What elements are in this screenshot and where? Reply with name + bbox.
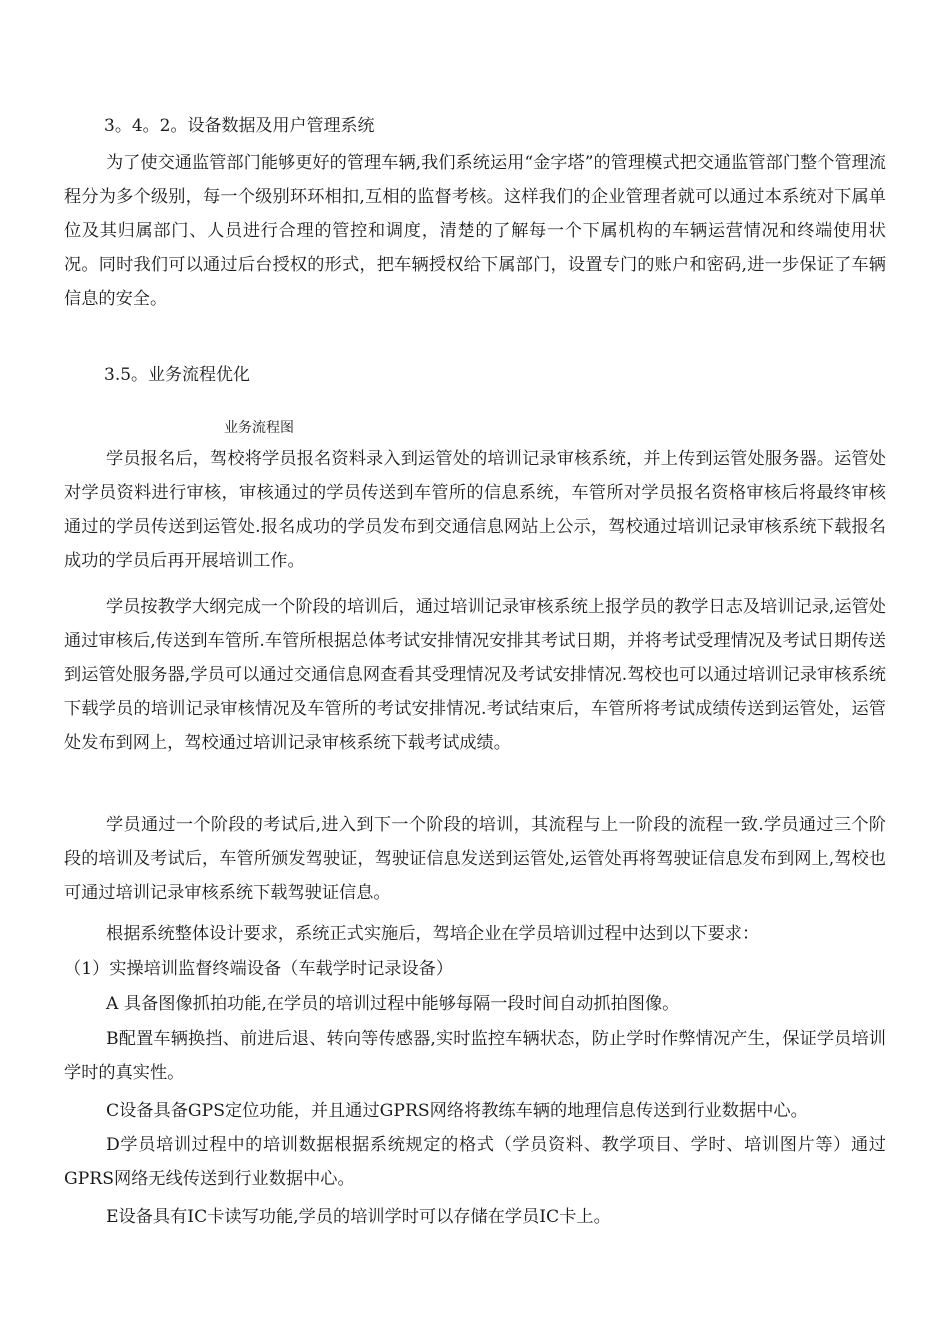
- paragraph-next-stage: 学员通过一个阶段的考试后,进入到下一个阶段的培训，其流程与上一阶段的流程一致.学员通过三个阶段的培训及考试后，车管所颁发驾驶证，驾驶证信息发送到运管处,运管处再将驾驶证信息发布到网上,驾校也可通过培训记录审核系统下载驾驶证信息。: [64, 815, 886, 903]
- list-item-d: D学员培训过程中的培训数据根据系统规定的格式（学员资料、教学项目、学时、培训图片等）通过GPRS网络无线传送到行业数据中心。: [64, 1135, 886, 1189]
- list-item-c: C设备具备GPS定位功能，并且通过GPRS网络将教练车辆的地理信息传送到行业数据中心。: [106, 1101, 808, 1121]
- section-heading-3-4-2: 3。4。2。设备数据及用户管理系统: [104, 116, 375, 136]
- list-heading-terminal-device: （1）实操培训监督终端设备（车载学时记录设备）: [64, 959, 454, 979]
- paragraph-registration: 学员报名后，驾校将学员报名资料录入到运管处的培训记录审核系统，并上传到运管处服务器。运管处对学员资料进行审核，审核通过的学员传送到车管所的信息系统，车管所对学员报名资格审核后将最终审核通过的学员传送到运管处.报名成功的学员发布到交通信息网站上公示，驾校通过培训记录审核系统下载报名成功的学员后再开展培训工作。: [64, 449, 886, 571]
- list-item-b: B配置车辆换挡、前进后退、转向等传感器,实时监控车辆状态，防止学时作弊情况产生，保证学员培训学时的真实性。: [64, 1029, 886, 1083]
- paragraph-training-records: 学员按教学大纲完成一个阶段的培训后，通过培训记录审核系统上报学员的教学日志及培训记录,运管处通过审核后,传送到车管所.车管所根据总体考试安排情况安排其考试日期，并将考试受理情况及考试日期传送到运管处服务器,学员可以通过交通信息网查看其受理情况及考试安排情况.驾校也可以通过培训记录审核系统下载学员的培训记录审核情况及车管所的考试安排情况.考试结束后，车管所将考试成绩传送到运管处，运管处发布到网上，驾校通过培训记录审核系统下载考试成绩。: [64, 597, 886, 753]
- figure-caption: 业务流程图: [224, 420, 294, 436]
- paragraph-requirements-intro: 根据系统整体设计要求，系统正式实施后，驾培企业在学员培训过程中达到以下要求：: [106, 924, 760, 944]
- list-item-a: A 具备图像抓拍功能,在学员的培训过程中能够每隔一段时间自动抓拍图像。: [106, 994, 680, 1014]
- section-heading-3-5: 3.5。业务流程优化: [104, 365, 251, 385]
- list-item-e: E设备具有IC卡读写功能,学员的培训学时可以存储在学员IC卡上。: [106, 1207, 611, 1227]
- section-3-4-2-paragraph: 为了使交通监管部门能够更好的管理车辆,我们系统运用“金字塔”的管理模式把交通监管部门整个管理流程分为多个级别，每一个级别环环相扣,互相的监督考核。这样我们的企业管理者就可以通过本系统对下属单位及其归属部门、人员进行合理的管控和调度，清楚的了解每一个下属机构的车辆运营情况和终端使用状况。同时我们可以通过后台授权的形式，把车辆授权给下属部门，设置专门的账户和密码,进一步保证了车辆信息的安全。: [64, 153, 886, 309]
